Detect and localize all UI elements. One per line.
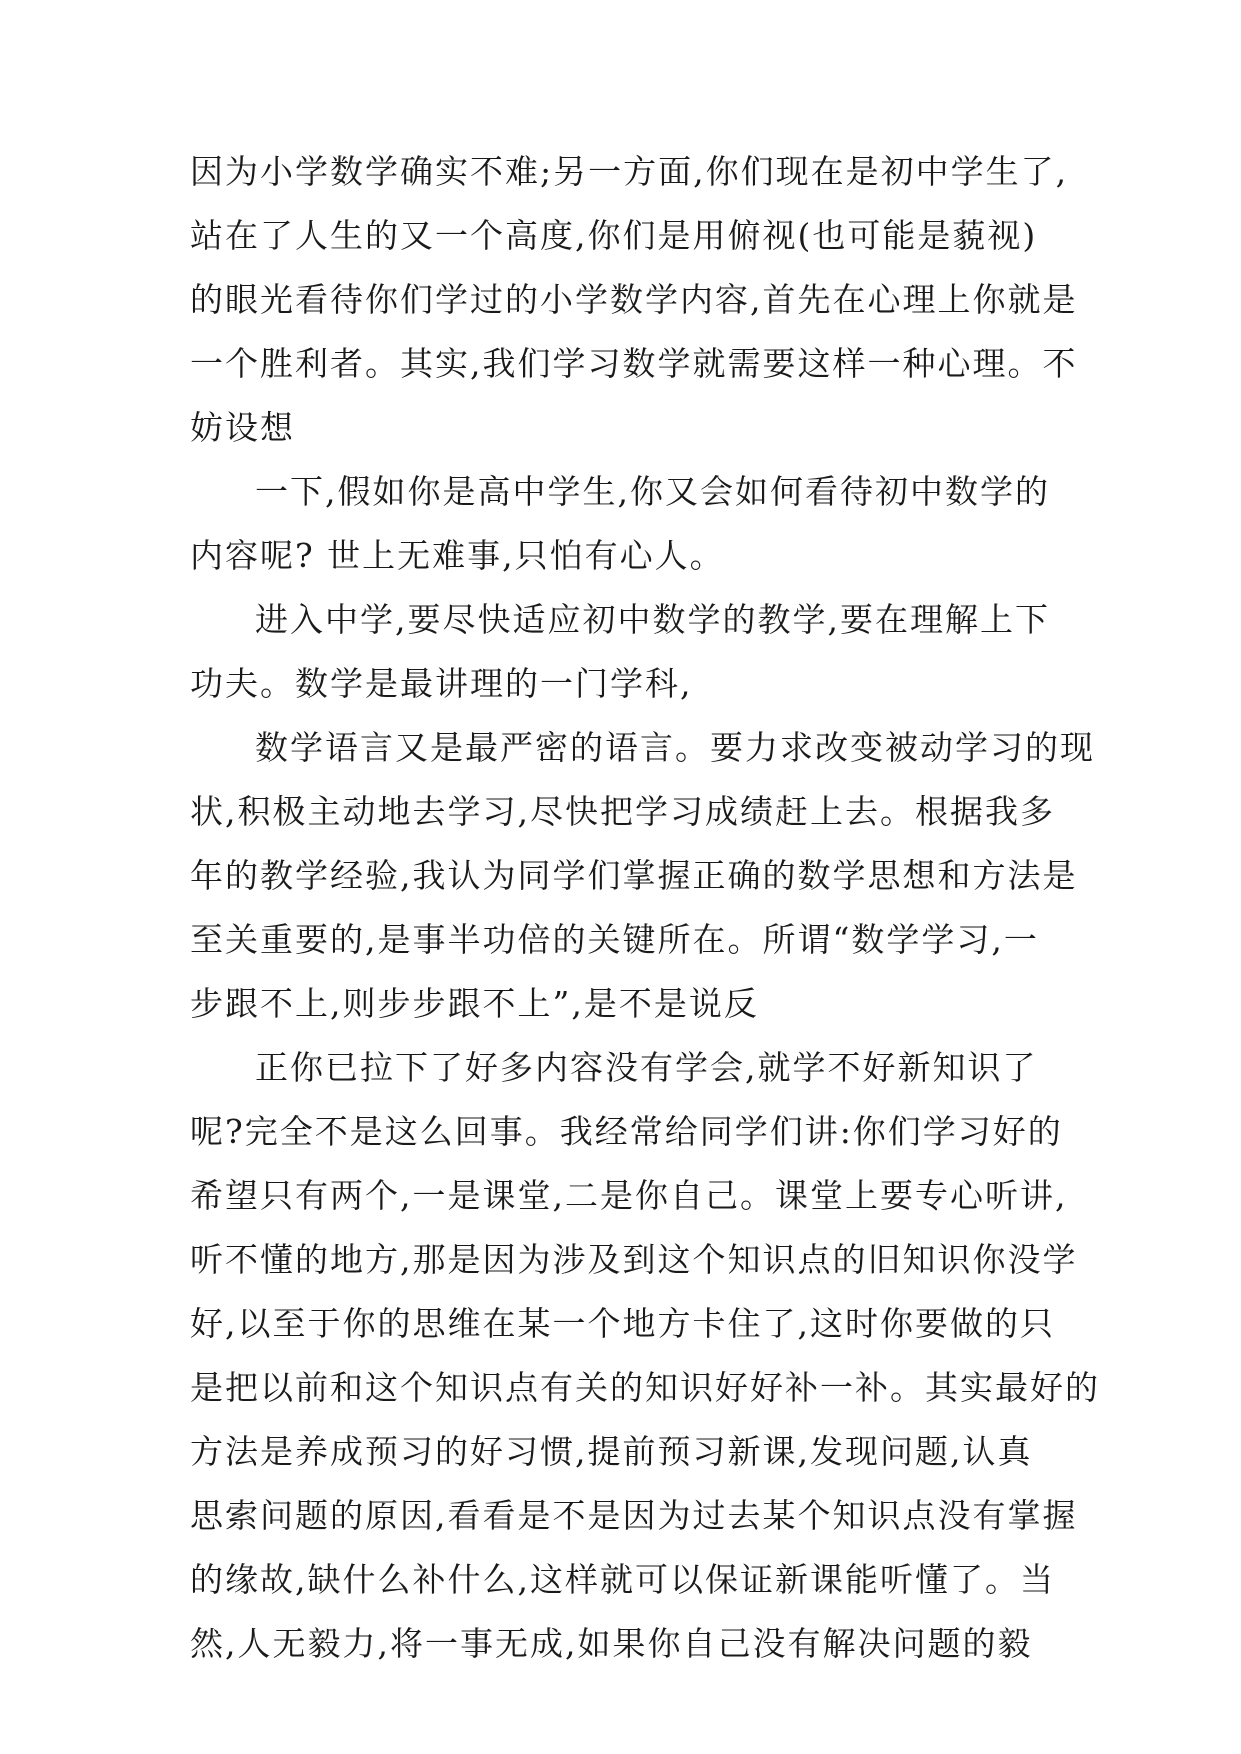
text-line: 因为小学数学确实不难;另一方面,你们现在是初中学生了, [190, 152, 1069, 191]
text-line: 状,积极主动地去学习,尽快把学习成绩赶上去。根据我多 [190, 792, 1055, 831]
text-line: 一下,假如你是高中学生,你又会如何看待初中数学的 [255, 472, 1050, 511]
text-line: 正你已拉下了好多内容没有学会,就学不好新知识了 [255, 1048, 1038, 1087]
text-line: 妨设想 [190, 408, 295, 447]
text-line: 功夫。数学是最讲理的一门学科, [190, 664, 693, 703]
text-line: 听不懂的地方,那是因为涉及到这个知识点的旧知识你没学 [190, 1240, 1078, 1279]
text-line: 的眼光看待你们学过的小学数学内容,首先在心理上你就是 [190, 280, 1078, 319]
text-line: 的缘故,缺什么补什么,这样就可以保证新课能听懂了。当 [190, 1560, 1055, 1599]
text-line: 希望只有两个,一是课堂,二是你自己。课堂上要专心听讲, [190, 1176, 1068, 1215]
text-line: 一个胜利者。其实,我们学习数学就需要这样一种心理。不 [190, 344, 1078, 383]
text-line: 步跟不上,则步步跟不上”,是不是说反 [190, 984, 759, 1023]
text-line: 呢?完全不是这么回事。我经常给同学们讲:你们学习好的 [190, 1112, 1063, 1151]
text-line: 数学语言又是最严密的语言。要力求改变被动学习的现 [255, 728, 1095, 767]
text-line: 内容呢? 世上无难事,只怕有心人。 [190, 536, 725, 575]
text-line: 进入中学,要尽快适应初中数学的教学,要在理解上下 [255, 600, 1050, 639]
text-line: 是把以前和这个知识点有关的知识好好补一补。其实最好的 [190, 1368, 1100, 1407]
text-line: 思索问题的原因,看看是不是因为过去某个知识点没有掌握 [190, 1496, 1078, 1535]
text-line: 方法是养成预习的好习惯,提前预习新课,发现问题,认真 [190, 1432, 1033, 1471]
text-line: 年的教学经验,我认为同学们掌握正确的数学思想和方法是 [190, 856, 1078, 895]
text-line: 至关重要的,是事半功倍的关键所在。所谓“数学学习,一 [190, 920, 1039, 959]
text-line: 好,以至于你的思维在某一个地方卡住了,这时你要做的只 [190, 1304, 1055, 1343]
text-line: 然,人无毅力,将一事无成,如果你自己没有解决问题的毅 [190, 1624, 1033, 1663]
text-line: 站在了人生的又一个高度,你们是用俯视(也可能是藐视) [190, 216, 1038, 255]
